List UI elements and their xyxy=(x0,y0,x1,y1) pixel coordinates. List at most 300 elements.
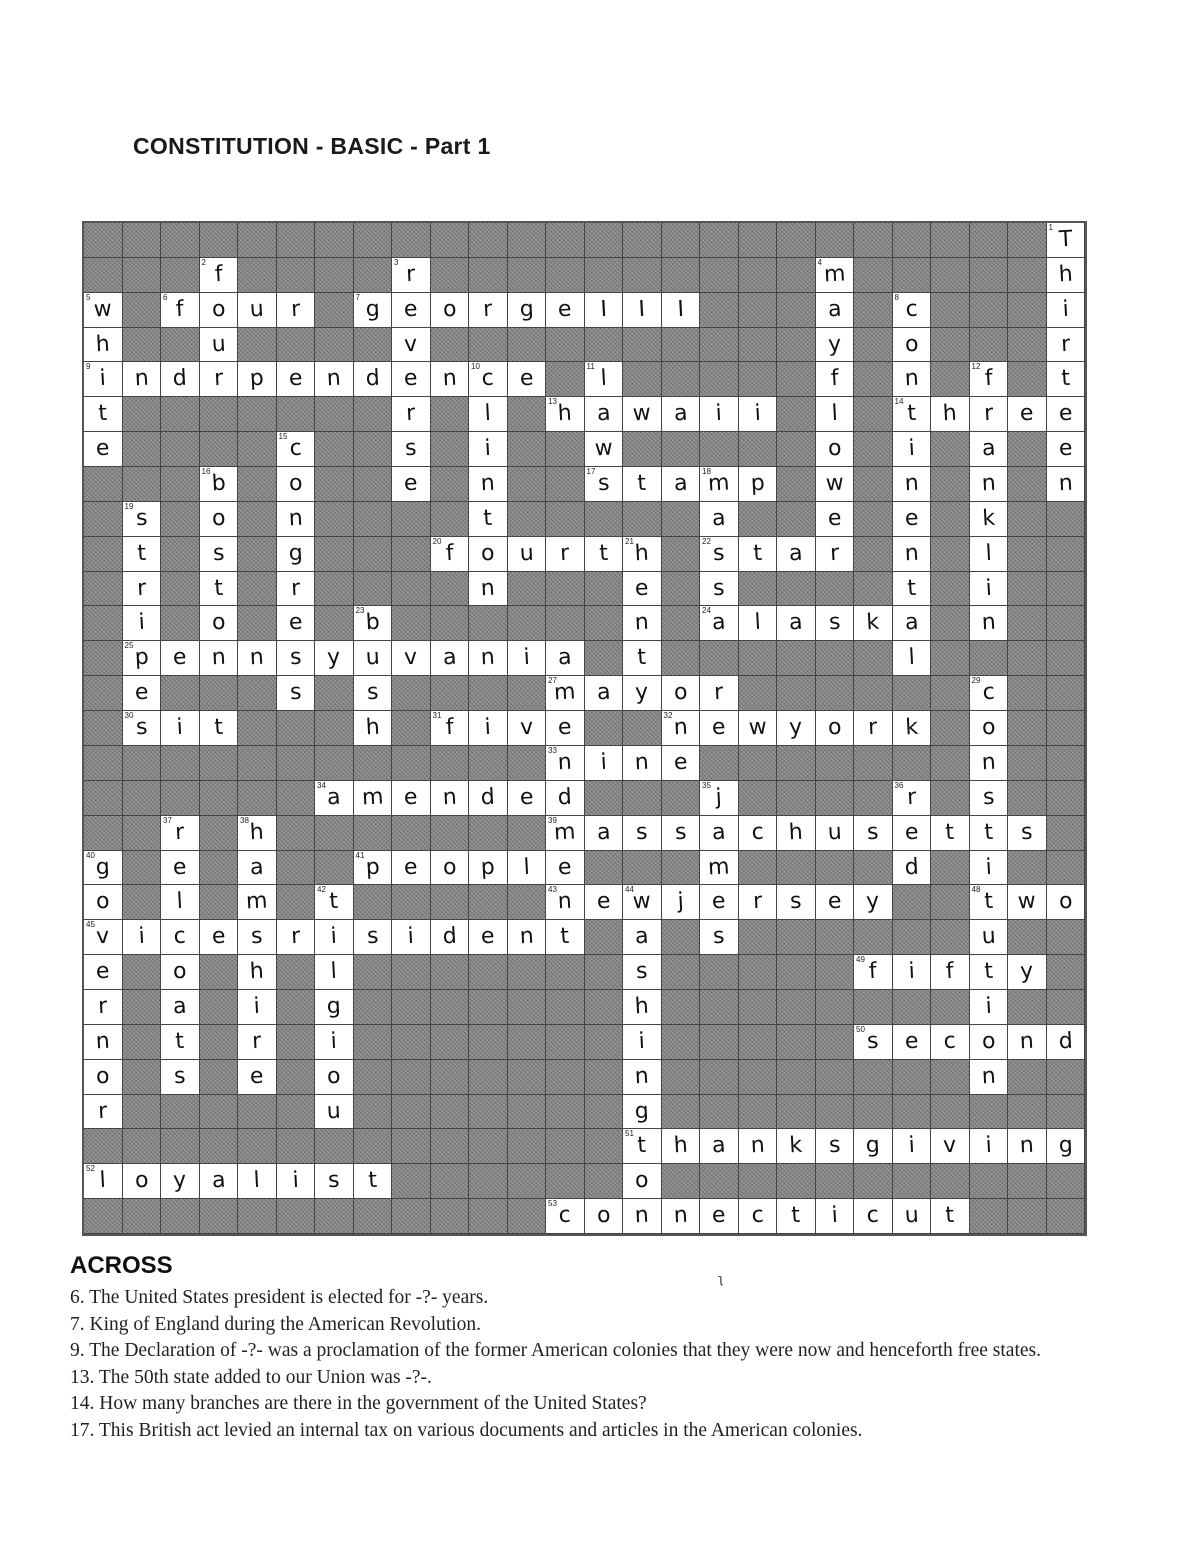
crossword-cell-blocked xyxy=(585,502,624,537)
crossword-cell-blocked xyxy=(84,1199,123,1234)
crossword-cell-blocked xyxy=(431,816,470,851)
crossword-cell-filled xyxy=(662,467,701,502)
crossword-cell-filled xyxy=(700,537,739,572)
crossword-cell-blocked xyxy=(777,920,816,955)
cell-letter: d xyxy=(903,854,919,881)
crossword-cell-blocked xyxy=(816,781,855,816)
crossword-cell-filled xyxy=(970,990,1009,1025)
crossword-cell-filled xyxy=(662,397,701,432)
cell-letter: n xyxy=(980,471,996,497)
crossword-cell-filled xyxy=(354,920,393,955)
crossword-cell-blocked xyxy=(931,676,970,711)
cell-letter: I xyxy=(637,296,646,323)
crossword-cell-filled xyxy=(161,990,200,1025)
crossword-cell-filled xyxy=(354,676,393,711)
crossword-cell-blocked xyxy=(1008,362,1047,397)
crossword-cell-filled xyxy=(238,641,277,676)
crossword-cell-blocked xyxy=(392,223,431,258)
crossword-cell-filled xyxy=(1047,293,1086,328)
cell-letter: e xyxy=(672,750,688,776)
crossword-cell-blocked xyxy=(1008,537,1047,572)
cell-letter: w xyxy=(632,889,652,916)
cell-letter: i xyxy=(484,715,492,741)
crossword-cell-blocked xyxy=(700,1025,739,1060)
crossword-cell-blocked xyxy=(777,1060,816,1095)
crossword-cell-blocked xyxy=(585,781,624,816)
crossword-cell-blocked xyxy=(585,328,624,363)
crossword-cell-filled xyxy=(315,1164,354,1199)
crossword-cell-filled xyxy=(277,362,316,397)
cell-letter: t xyxy=(944,1203,955,1229)
cell-letter: i xyxy=(137,610,145,637)
crossword-cell-blocked xyxy=(739,1164,778,1199)
cell-letter: i xyxy=(522,645,530,671)
crossword-cell-blocked xyxy=(315,397,354,432)
cell-letter: u xyxy=(249,296,265,323)
cell-letter: w xyxy=(824,470,844,497)
crossword-cell-filled xyxy=(970,746,1009,781)
crossword-cell-blocked xyxy=(623,781,662,816)
cell-letter: t xyxy=(983,959,994,985)
crossword-cell-blocked xyxy=(508,1129,547,1164)
crossword-cell-blocked xyxy=(392,885,431,920)
crossword-cell-filled xyxy=(1008,955,1047,990)
cell-number: 1 xyxy=(1048,223,1053,232)
crossword-cell-filled xyxy=(777,1129,816,1164)
cell-letter: e xyxy=(518,784,534,811)
crossword-cell-blocked xyxy=(931,1060,970,1095)
crossword-cell-filled xyxy=(84,397,123,432)
cell-letter: s xyxy=(404,436,418,462)
crossword-cell-blocked xyxy=(431,955,470,990)
crossword-cell-filled xyxy=(931,397,970,432)
crossword-cell-blocked xyxy=(931,1095,970,1130)
crossword-cell-filled xyxy=(816,362,855,397)
crossword-cell-blocked xyxy=(161,781,200,816)
crossword-cell-blocked xyxy=(354,1199,393,1234)
crossword-cell-blocked xyxy=(739,1025,778,1060)
cell-letter: c xyxy=(904,296,918,323)
cell-number: 37 xyxy=(163,815,172,825)
crossword-cell-blocked xyxy=(1008,223,1047,258)
crossword-cell-blocked xyxy=(970,293,1009,328)
crossword-cell-filled xyxy=(84,955,123,990)
cell-letter: s xyxy=(134,715,148,741)
crossword-cell-blocked xyxy=(354,258,393,293)
crossword-cell-blocked xyxy=(1008,502,1047,537)
crossword-cell-filled xyxy=(161,1060,200,1095)
crossword-cell-filled xyxy=(161,711,200,746)
cell-letter: k xyxy=(865,610,880,637)
cell-letter: e xyxy=(403,854,419,881)
cell-letter: n xyxy=(634,610,650,637)
cell-letter: e xyxy=(903,1028,919,1055)
crossword-cell-blocked xyxy=(277,1129,316,1164)
crossword-cell-blocked xyxy=(238,1199,277,1234)
crossword-cell-filled xyxy=(238,990,277,1025)
crossword-cell-blocked xyxy=(469,1164,508,1199)
cell-letter: a xyxy=(210,1168,226,1195)
cell-letter: a xyxy=(711,505,727,532)
crossword-cell-blocked xyxy=(392,676,431,711)
crossword-cell-blocked xyxy=(200,746,239,781)
crossword-cell-blocked xyxy=(508,328,547,363)
crossword-cell-blocked xyxy=(546,432,585,467)
cell-letter: t xyxy=(752,540,763,567)
crossword-cell-filled xyxy=(200,1164,239,1199)
cell-letter: i xyxy=(753,401,761,427)
cell-letter: t xyxy=(983,819,994,846)
crossword-cell-blocked xyxy=(315,816,354,851)
cell-letter: r xyxy=(97,1098,108,1125)
crossword-cell-filled xyxy=(623,955,662,990)
crossword-cell-blocked xyxy=(816,1164,855,1199)
crossword-cell-blocked xyxy=(1047,502,1086,537)
crossword-cell-blocked xyxy=(816,641,855,676)
cell-number: 30 xyxy=(124,711,134,721)
cell-letter: e xyxy=(634,575,650,602)
crossword-cell-filled xyxy=(392,258,431,293)
cell-letter: h xyxy=(942,401,958,428)
crossword-cell-blocked xyxy=(777,502,816,537)
crossword-cell-filled xyxy=(469,467,508,502)
crossword-cell-blocked xyxy=(469,990,508,1025)
crossword-cell-filled xyxy=(893,1129,932,1164)
crossword-cell-filled xyxy=(854,1025,893,1060)
cell-number: 25 xyxy=(124,641,134,651)
crossword-cell-blocked xyxy=(200,223,239,258)
cell-letter: a xyxy=(595,680,611,706)
crossword-cell-filled xyxy=(277,606,316,641)
cell-letter: r xyxy=(829,540,840,567)
crossword-cell-blocked xyxy=(700,990,739,1025)
cell-letter: i xyxy=(599,750,607,776)
crossword-cell-filled xyxy=(431,362,470,397)
crossword-cell-filled xyxy=(816,397,855,432)
crossword-cell-filled xyxy=(777,885,816,920)
crossword-cell-blocked xyxy=(931,572,970,607)
cell-number: 4 xyxy=(817,257,822,267)
crossword-cell-filled xyxy=(84,293,123,328)
crossword-cell-blocked xyxy=(585,1164,624,1199)
cell-letter: e xyxy=(826,505,842,532)
crossword-cell-blocked xyxy=(431,258,470,293)
crossword-cell-blocked xyxy=(854,362,893,397)
crossword-cell-filled xyxy=(238,885,277,920)
crossword-cell-blocked xyxy=(123,990,162,1025)
cell-letter: s xyxy=(866,819,880,846)
crossword-cell-blocked xyxy=(739,781,778,816)
cell-letter: n xyxy=(1019,1133,1035,1160)
crossword-cell-blocked xyxy=(1047,816,1086,851)
crossword-cell-blocked xyxy=(392,1129,431,1164)
cell-letter: a xyxy=(711,610,727,637)
crossword-cell-blocked xyxy=(431,990,470,1025)
crossword-cell-blocked xyxy=(161,606,200,641)
crossword-cell-blocked xyxy=(1008,746,1047,781)
cell-letter: e xyxy=(403,471,419,497)
crossword-cell-filled xyxy=(700,711,739,746)
crossword-cell-filled xyxy=(970,1129,1009,1164)
crossword-cell-blocked xyxy=(84,258,123,293)
crossword-cell-blocked xyxy=(431,1129,470,1164)
cell-number: 3 xyxy=(394,257,399,267)
crossword-cell-filled xyxy=(623,641,662,676)
crossword-cell-filled xyxy=(84,1164,123,1199)
crossword-cell-blocked xyxy=(123,467,162,502)
cell-letter: r xyxy=(752,889,763,916)
crossword-cell-blocked xyxy=(854,258,893,293)
crossword-cell-blocked xyxy=(854,328,893,363)
crossword-cell-filled xyxy=(623,1025,662,1060)
crossword-cell-filled xyxy=(662,676,701,711)
cell-letter: d xyxy=(557,784,573,811)
crossword-cell-filled xyxy=(970,1025,1009,1060)
crossword-cell-filled xyxy=(970,362,1009,397)
cell-letter: o xyxy=(672,680,688,706)
crossword-cell-blocked xyxy=(508,676,547,711)
crossword-cell-blocked xyxy=(508,223,547,258)
crossword-cell-blocked xyxy=(200,990,239,1025)
crossword-cell-filled xyxy=(700,397,739,432)
crossword-cell-blocked xyxy=(508,606,547,641)
crossword-cell-blocked xyxy=(854,781,893,816)
cell-number: 7 xyxy=(355,292,360,302)
crossword-cell-filled xyxy=(1008,397,1047,432)
crossword-cell-filled xyxy=(354,293,393,328)
crossword-cell-blocked xyxy=(469,1060,508,1095)
crossword-cell-blocked xyxy=(1008,328,1047,363)
crossword-cell-filled xyxy=(816,432,855,467)
crossword-cell-blocked xyxy=(777,1164,816,1199)
crossword-cell-blocked xyxy=(739,258,778,293)
crossword-cell-filled xyxy=(84,328,123,363)
crossword-cell-filled xyxy=(508,711,547,746)
crossword-cell-blocked xyxy=(277,1199,316,1234)
cell-letter: h xyxy=(557,401,573,428)
crossword-cell-blocked xyxy=(431,676,470,711)
crossword-cell-blocked xyxy=(854,1164,893,1199)
cell-letter: f xyxy=(829,366,839,393)
crossword-cell-filled xyxy=(700,851,739,886)
cell-number: 35 xyxy=(702,780,711,790)
cell-letter: i xyxy=(984,1133,992,1159)
crossword-cell-filled xyxy=(469,432,508,467)
crossword-cell-blocked xyxy=(854,502,893,537)
crossword-cell-filled xyxy=(238,1060,277,1095)
crossword-cell-blocked xyxy=(469,1129,508,1164)
cell-letter: f xyxy=(983,366,993,393)
cell-letter: r xyxy=(983,401,994,427)
cell-letter: c xyxy=(750,819,764,846)
cell-number: 39 xyxy=(548,815,557,825)
cell-letter: n xyxy=(95,1028,111,1055)
crossword-cell-blocked xyxy=(392,502,431,537)
cell-letter: o xyxy=(903,331,919,358)
crossword-cell-blocked xyxy=(354,502,393,537)
cell-letter: e xyxy=(287,610,303,637)
crossword-cell-blocked xyxy=(238,781,277,816)
crossword-cell-blocked xyxy=(354,537,393,572)
crossword-cell-blocked xyxy=(777,955,816,990)
cell-letter: n xyxy=(480,471,496,497)
crossword-cell-filled xyxy=(662,746,701,781)
cell-letter: t xyxy=(944,819,955,846)
crossword-cell-blocked xyxy=(1047,1060,1086,1095)
crossword-cell-blocked xyxy=(392,955,431,990)
crossword-cell-filled xyxy=(623,1060,662,1095)
cell-letter: e xyxy=(903,505,919,532)
crossword-cell-blocked xyxy=(200,816,239,851)
crossword-cell-blocked xyxy=(931,746,970,781)
cell-letter: e xyxy=(403,784,419,811)
crossword-cell-filled xyxy=(315,1060,354,1095)
cell-number: 48 xyxy=(971,885,981,895)
crossword-cell-blocked xyxy=(123,223,162,258)
crossword-cell-filled xyxy=(623,885,662,920)
cell-letter: e xyxy=(711,889,727,916)
crossword-cell-filled xyxy=(508,920,547,955)
crossword-cell-blocked xyxy=(200,676,239,711)
cell-letter: k xyxy=(788,1133,803,1160)
crossword-cell-blocked xyxy=(508,1164,547,1199)
crossword-cell-blocked xyxy=(1008,781,1047,816)
crossword-cell-filled xyxy=(200,572,239,607)
crossword-cell-blocked xyxy=(277,851,316,886)
crossword-cell-blocked xyxy=(970,223,1009,258)
cell-letter: n xyxy=(441,784,457,811)
crossword-cell-filled xyxy=(123,676,162,711)
crossword-cell-blocked xyxy=(315,676,354,711)
crossword-cell-blocked xyxy=(623,432,662,467)
crossword-cell-filled xyxy=(469,641,508,676)
crossword-cell-filled xyxy=(585,816,624,851)
cell-letter: s xyxy=(981,784,995,811)
crossword-cell-blocked xyxy=(200,432,239,467)
cell-letter: I xyxy=(599,296,608,323)
cell-letter: y xyxy=(827,331,842,358)
crossword-cell-blocked xyxy=(739,746,778,781)
crossword-cell-blocked xyxy=(431,746,470,781)
crossword-cell-blocked xyxy=(123,816,162,851)
crossword-cell-blocked xyxy=(84,746,123,781)
cell-number: 42 xyxy=(317,885,326,895)
cell-letter: c xyxy=(288,436,302,462)
crossword-cell-filled xyxy=(816,1129,855,1164)
cell-letter: i xyxy=(907,436,915,462)
crossword-cell-blocked xyxy=(739,920,778,955)
crossword-cell-filled xyxy=(123,537,162,572)
cell-letter: i xyxy=(638,1029,646,1055)
cell-letter: f xyxy=(868,959,878,985)
crossword-cell-filled xyxy=(1047,328,1086,363)
crossword-cell-blocked xyxy=(123,1199,162,1234)
crossword-cell-blocked xyxy=(585,1060,624,1095)
crossword-cell-blocked xyxy=(662,851,701,886)
crossword-cell-blocked xyxy=(739,955,778,990)
cell-number: 24 xyxy=(702,606,711,616)
cell-letter: h xyxy=(249,959,265,985)
cell-letter: t xyxy=(174,1029,185,1055)
crossword-cell-blocked xyxy=(161,1199,200,1234)
crossword-cell-blocked xyxy=(931,920,970,955)
crossword-cell-blocked xyxy=(970,328,1009,363)
crossword-cell-filled xyxy=(161,816,200,851)
cell-letter: s xyxy=(1020,819,1034,846)
crossword-cell-filled xyxy=(970,502,1009,537)
crossword-cell-blocked xyxy=(508,885,547,920)
crossword-cell-blocked xyxy=(354,223,393,258)
cell-letter: t xyxy=(906,575,917,602)
crossword-cell-filled xyxy=(431,851,470,886)
crossword-cell-blocked xyxy=(970,1164,1009,1199)
crossword-cell-filled xyxy=(200,502,239,537)
crossword-cell-blocked xyxy=(893,920,932,955)
crossword-cell-filled xyxy=(546,746,585,781)
cell-letter: r xyxy=(290,924,301,950)
crossword-cell-filled xyxy=(585,885,624,920)
cell-letter: o xyxy=(441,854,457,881)
crossword-cell-blocked xyxy=(700,432,739,467)
crossword-cell-blocked xyxy=(277,1060,316,1095)
crossword-cell-filled xyxy=(315,781,354,816)
crossword-cell-blocked xyxy=(931,362,970,397)
crossword-cell-filled xyxy=(854,711,893,746)
stray-pen-mark: ʅ xyxy=(718,1272,724,1286)
crossword-cell-filled xyxy=(816,258,855,293)
crossword-cell-blocked xyxy=(662,641,701,676)
cell-number: 27 xyxy=(548,676,557,686)
crossword-cell-filled xyxy=(854,1199,893,1234)
crossword-cell-blocked xyxy=(700,258,739,293)
cell-number: 22 xyxy=(702,536,711,546)
cell-letter: p xyxy=(749,471,765,497)
crossword-cell-filled xyxy=(816,467,855,502)
cell-letter: I xyxy=(676,296,685,323)
crossword-cell-blocked xyxy=(931,258,970,293)
crossword-cell-filled xyxy=(662,1129,701,1164)
crossword-cell-blocked xyxy=(931,293,970,328)
crossword-cell-blocked xyxy=(816,676,855,711)
cell-letter: e xyxy=(1057,401,1073,428)
cell-letter: i xyxy=(330,1029,338,1055)
crossword-cell-blocked xyxy=(200,1129,239,1164)
crossword-cell-blocked xyxy=(585,258,624,293)
crossword-cell-blocked xyxy=(623,851,662,886)
cell-letter: c xyxy=(481,366,495,393)
crossword-cell-blocked xyxy=(893,885,932,920)
crossword-cell-blocked xyxy=(662,990,701,1025)
crossword-cell-filled xyxy=(469,781,508,816)
cell-letter: s xyxy=(635,959,649,985)
crossword-cell-filled xyxy=(469,920,508,955)
cell-letter: r xyxy=(174,819,185,846)
crossword-cell-filled xyxy=(469,572,508,607)
crossword-cell-filled xyxy=(893,816,932,851)
crossword-cell-filled xyxy=(893,572,932,607)
crossword-cell-blocked xyxy=(931,781,970,816)
cell-letter: s xyxy=(365,680,379,706)
crossword-cell-filled xyxy=(931,1199,970,1234)
crossword-cell-blocked xyxy=(623,223,662,258)
crossword-cell-filled xyxy=(469,502,508,537)
cell-letter: g xyxy=(287,540,303,567)
crossword-cell-blocked xyxy=(623,258,662,293)
cell-letter: n xyxy=(287,505,303,532)
crossword-cell-blocked xyxy=(123,851,162,886)
cell-letter: g xyxy=(364,296,380,323)
crossword-cell-blocked xyxy=(84,572,123,607)
